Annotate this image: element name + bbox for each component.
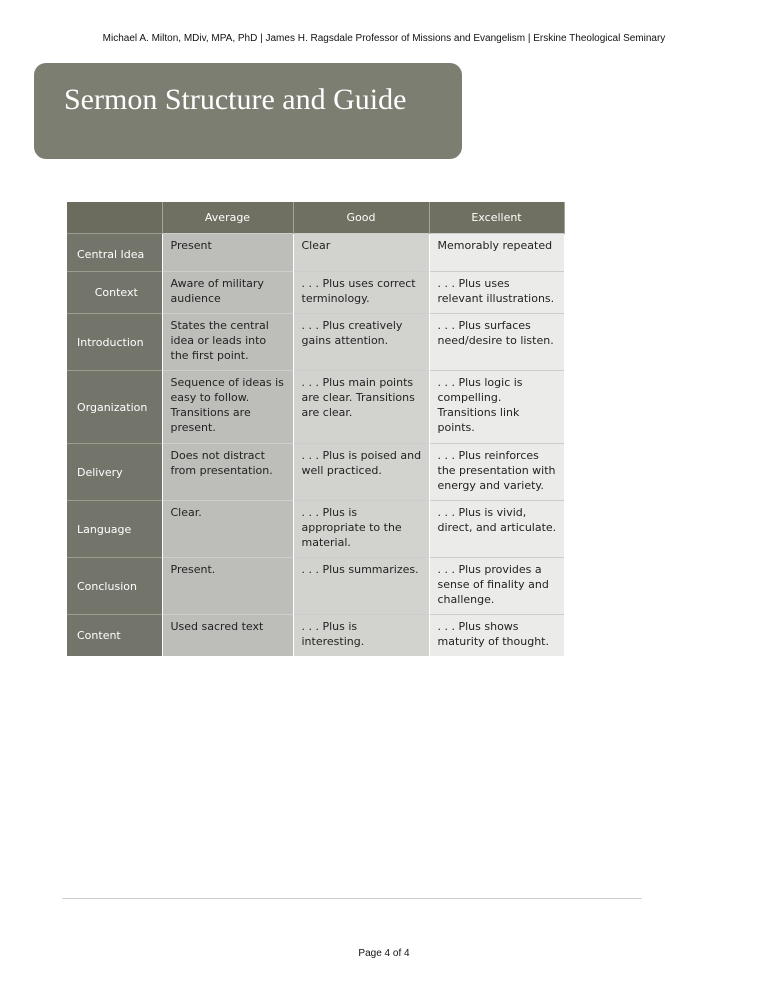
table-row	[67, 234, 564, 272]
cell-average: Clear.	[162, 501, 293, 558]
cell-good: . . . Plus creatively gains attention.	[293, 314, 429, 371]
cell-average: Does not distract from presentation.	[162, 444, 293, 501]
page-header: Michael A. Milton, MDiv, MPA, PhD | James H. Ragsdale Professor of Missions and Evangelism | Erskine Theological Seminary	[102, 33, 666, 44]
row-label-conclusion: Conclusion	[67, 558, 162, 615]
table-row	[67, 558, 564, 615]
row-label-organization: Organization	[67, 371, 162, 444]
table-row	[67, 314, 564, 371]
table-row	[67, 371, 564, 444]
cell-average: Present.	[162, 558, 293, 615]
cell-good: . . . Plus uses correct terminology.	[293, 272, 429, 314]
row-label-content: Content	[67, 615, 162, 656]
cell-excellent: . . . Plus reinforces the presentation with energy and variety.	[429, 444, 564, 501]
cell-average: Sequence of ideas is easy to follow. Transitions are present.	[162, 371, 293, 444]
cell-excellent: . . . Plus uses relevant illustrations.	[429, 272, 564, 314]
table-row	[67, 272, 564, 314]
column-header-corner	[67, 202, 162, 234]
row-label-context: Context	[67, 272, 162, 314]
cell-average: States the central idea or leads into the first point.	[162, 314, 293, 371]
cell-excellent: . . . Plus surfaces need/desire to listen.	[429, 314, 564, 371]
cell-average: Used sacred text	[162, 615, 293, 656]
cell-good: . . . Plus is interesting.	[293, 615, 429, 656]
row-label-delivery: Delivery	[67, 444, 162, 501]
column-header-good: Good	[293, 202, 429, 234]
cell-good: . . . Plus main points are clear. Transitions are clear.	[293, 371, 429, 444]
row-label-central-idea: Central Idea	[67, 234, 162, 272]
cell-excellent: . . . Plus provides a sense of finality and challenge.	[429, 558, 564, 615]
cell-excellent: . . . Plus is vivid, direct, and articulate.	[429, 501, 564, 558]
cell-good: Clear	[293, 234, 429, 272]
cell-good: . . . Plus summarizes.	[293, 558, 429, 615]
column-header-excellent: Excellent	[429, 202, 564, 234]
cell-average: Aware of military audience	[162, 272, 293, 314]
title-banner	[34, 63, 462, 159]
cell-average: Present	[162, 234, 293, 272]
sermon-rubric-table	[67, 202, 565, 656]
table-row	[67, 444, 564, 501]
table-row	[67, 615, 564, 656]
page-title: Sermon Structure and Guide	[64, 83, 407, 116]
page-number: Page 4 of 4	[358, 948, 410, 959]
cell-excellent: Memorably repeated	[429, 234, 564, 272]
table-header-row	[67, 202, 564, 234]
column-header-average: Average	[162, 202, 293, 234]
row-label-introduction: Introduction	[67, 314, 162, 371]
table-row	[67, 501, 564, 558]
row-label-language: Language	[67, 501, 162, 558]
cell-good: . . . Plus is poised and well practiced.	[293, 444, 429, 501]
cell-good: . . . Plus is appropriate to the material.	[293, 501, 429, 558]
footer-divider	[62, 898, 642, 899]
cell-excellent: . . . Plus shows maturity of thought.	[429, 615, 564, 656]
cell-excellent: . . . Plus logic is compelling. Transitions link points.	[429, 371, 564, 444]
